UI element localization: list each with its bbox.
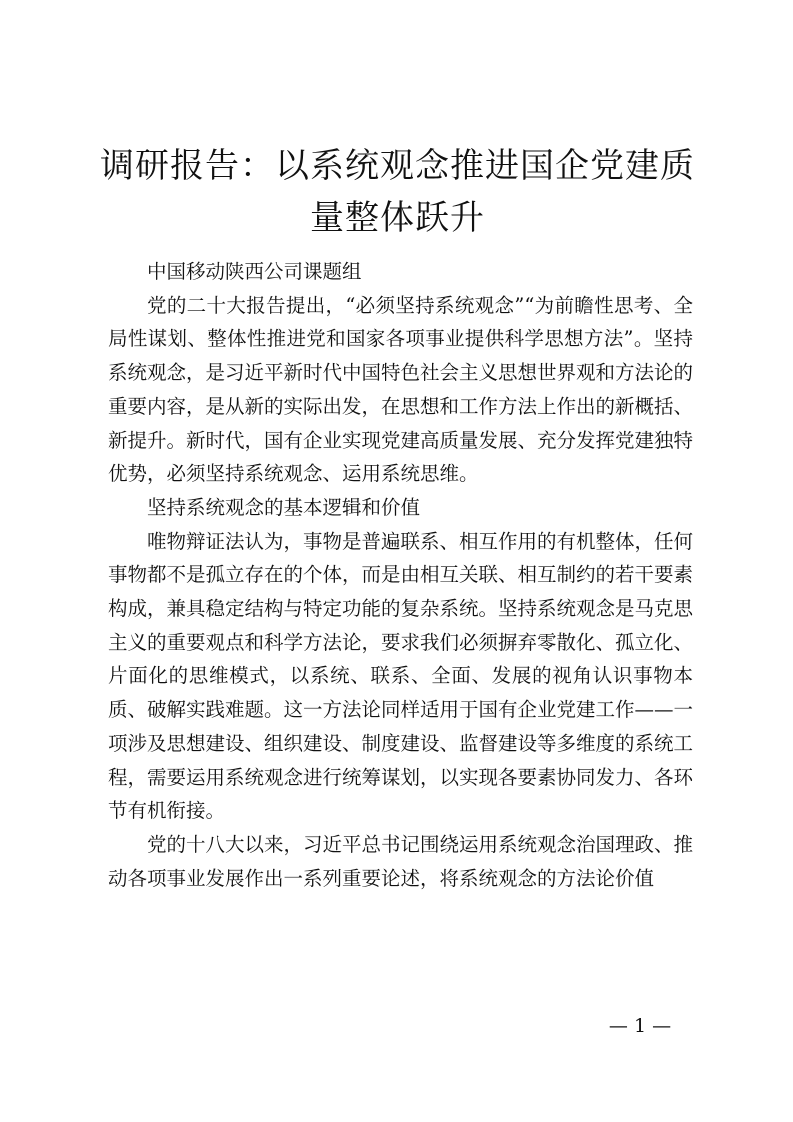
- page-number: — 1 —: [608, 1015, 672, 1037]
- document-body: [108, 255, 693, 895]
- body-paragraph: 唯物辩证法认为，事物是普遍联系、相互作用的有机整体，任何事物都不是孤立存在的个体，而是由相互关联、相互制约的若干要素构成，兼具稳定结构与特定功能的复杂系统。坚持系统观念是马克思主义的重要观点和科学方法论，要求我们必须摒弃零散化、孤立化、片面化的思维模式，以系统、联系、全面、发展的视角认识事物本质、破解实践难题。这一方法论同样适用于国有企业党建工作——一项涉及思想建设、组织建设、制度建设、监督建设等多维度的系统工程，需要运用系统观念进行统筹谋划，以实现各要素协同发力、各环节有机衔接。: [108, 529, 694, 823]
- body-paragraph: 党的十八大以来，习近平总书记围绕运用系统观念治国理政、推动各项事业发展作出一系列重要论述，将系统观念的方法论价值: [108, 832, 694, 890]
- document-title: 调研报告：以系统观念推进国企党建质量整体跃升: [100, 146, 695, 238]
- section-heading: 坚持系统观念的基本逻辑和价值: [147, 495, 421, 519]
- body-paragraph: 党的二十大报告提出，“必须坚持系统观念”“为前瞻性思考、全局性谋划、整体性推进党和国家各项事业提供科学思想方法”。坚持系统观念，是习近平新时代中国特色社会主义思想世界观和方法论的重要内容，是从新的实际出发，在思想和工作方法上作出的新概括、新提升。新时代，国有企业实现党建高质量发展、充分发挥党建独特优势，必须坚持系统观念、运用系统思维。: [108, 293, 694, 486]
- author-line: 中国移动陕西公司课题组: [147, 260, 362, 283]
